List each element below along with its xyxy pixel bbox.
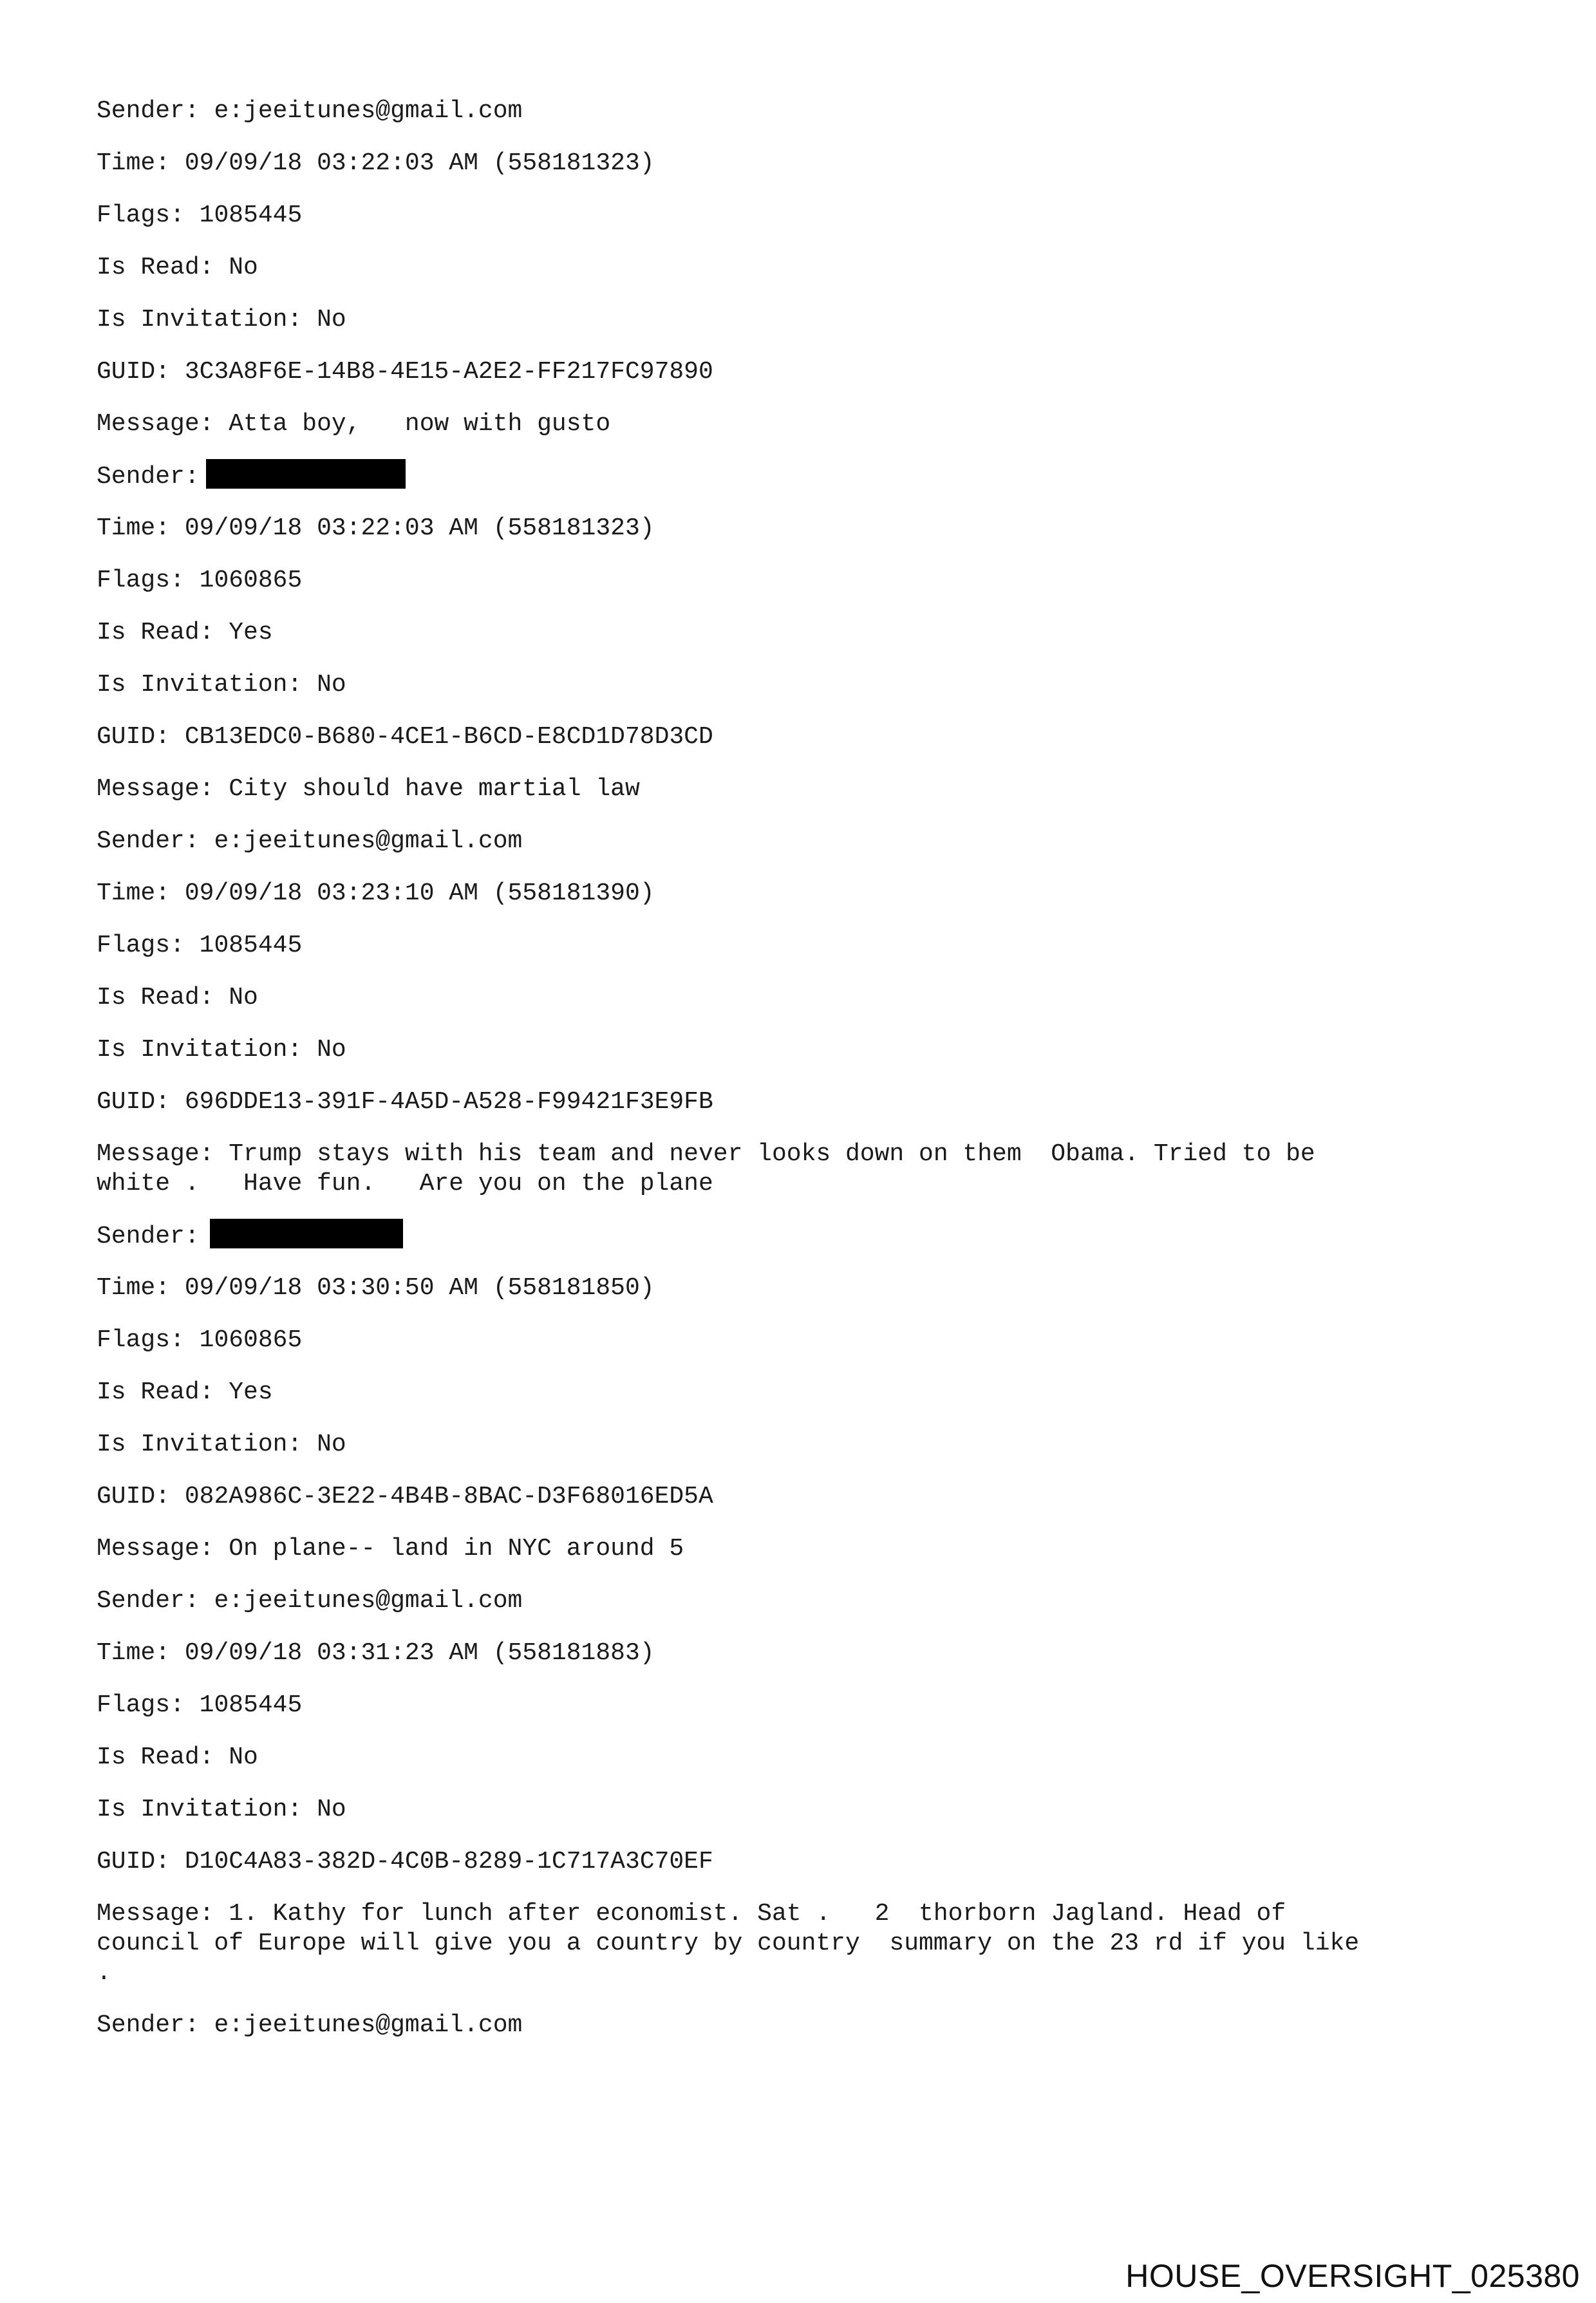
flags-value: 1085445 <box>199 202 303 229</box>
guid-line <box>97 722 1513 752</box>
time-label: Time: <box>97 149 171 177</box>
guid-value: 3C3A8F6E-14B8-4E15-A2E2-FF217FC97890 <box>184 358 713 386</box>
is-invitation-label: Is Invitation: <box>97 671 303 699</box>
is-read-value: No <box>229 254 258 281</box>
is-read-value: No <box>229 984 258 1011</box>
sender-line <box>97 1221 1513 1251</box>
guid-line <box>97 357 1513 387</box>
message-label: Message: <box>97 775 214 803</box>
guid-label: GUID: <box>97 1848 171 1875</box>
message-text: City should have martial law <box>229 775 640 803</box>
flags-value: 1085445 <box>199 1691 303 1719</box>
is-read-label: Is Read: <box>97 1378 214 1406</box>
time-line <box>97 149 1513 178</box>
guid-label: GUID: <box>97 1088 171 1116</box>
time-value: 09/09/18 03:23:10 AM (558181390) <box>184 879 655 907</box>
is-read-line <box>97 1378 1513 1407</box>
is-read-line <box>97 618 1513 648</box>
is-invitation-label: Is Invitation: <box>97 1036 303 1064</box>
time-value: 09/09/18 03:31:23 AM (558181883) <box>184 1639 655 1667</box>
guid-value: 082A986C-3E22-4B4B-8BAC-D3F68016ED5A <box>184 1483 713 1510</box>
is-invitation-line <box>97 1795 1513 1825</box>
flags-line <box>97 1691 1513 1720</box>
guid-value: 696DDE13-391F-4A5D-A528-F99421F3E9FB <box>184 1088 713 1116</box>
is-read-label: Is Read: <box>97 254 214 281</box>
time-label: Time: <box>97 1639 171 1667</box>
guid-value: D10C4A83-382D-4C0B-8289-1C717A3C70EF <box>184 1848 713 1875</box>
guid-line <box>97 1087 1513 1117</box>
message-entry <box>97 827 1513 1199</box>
flags-line <box>97 931 1513 961</box>
flags-label: Flags: <box>97 567 185 594</box>
message-line <box>97 775 1513 804</box>
flags-value: 1060865 <box>199 1326 303 1354</box>
message-label: Message: <box>97 1900 214 1928</box>
message-label: Message: <box>97 410 214 438</box>
is-invitation-line <box>97 670 1513 700</box>
message-line <box>97 1140 1513 1199</box>
document-page <box>97 97 1513 2063</box>
is-invitation-value: No <box>317 1431 346 1458</box>
time-value: 09/09/18 03:22:03 AM (558181323) <box>184 514 655 542</box>
message-text: 1. Kathy for lunch after economist. Sat . 2 thorborn Jagland. Head of council of Europe will give you a country by country summary on the 23 rd if you like . <box>97 1900 1360 1987</box>
is-read-value: Yes <box>229 1378 273 1406</box>
time-label: Time: <box>97 514 171 542</box>
sender-value: e:jeeitunes@gmail.com <box>214 1587 523 1615</box>
flags-label: Flags: <box>97 932 185 959</box>
sender-value: e:jeeitunes@gmail.com <box>214 827 523 855</box>
sender-label: Sender: <box>97 2011 200 2039</box>
message-line <box>97 409 1513 439</box>
message-line <box>97 1899 1513 1988</box>
redaction-bar <box>210 1219 403 1248</box>
is-read-value: Yes <box>229 619 273 646</box>
flags-label: Flags: <box>97 1326 185 1354</box>
flags-label: Flags: <box>97 202 185 229</box>
message-entry <box>97 97 1513 439</box>
flags-value: 1085445 <box>199 932 303 959</box>
is-invitation-value: No <box>317 671 346 699</box>
flags-line <box>97 1326 1513 1355</box>
is-invitation-line <box>97 1430 1513 1460</box>
time-label: Time: <box>97 1274 171 1302</box>
message-label: Message: <box>97 1535 214 1563</box>
flags-line <box>97 201 1513 230</box>
message-text: Atta boy, now with gusto <box>229 410 611 438</box>
message-entry <box>97 462 1513 804</box>
flags-label: Flags: <box>97 1691 185 1719</box>
time-label: Time: <box>97 879 171 907</box>
sender-line <box>97 827 1513 856</box>
is-read-line <box>97 253 1513 283</box>
is-read-label: Is Read: <box>97 1744 214 1771</box>
is-invitation-label: Is Invitation: <box>97 1431 303 1458</box>
message-text: On plane-- land in NYC around 5 <box>229 1535 684 1563</box>
message-entry <box>97 1586 1513 1988</box>
is-invitation-value: No <box>317 1036 346 1064</box>
guid-line <box>97 1847 1513 1877</box>
guid-value: CB13EDC0-B680-4CE1-B6CD-E8CD1D78D3CD <box>184 723 713 751</box>
is-invitation-line <box>97 305 1513 335</box>
sender-line <box>97 462 1513 491</box>
guid-line <box>97 1482 1513 1512</box>
is-invitation-label: Is Invitation: <box>97 1796 303 1823</box>
is-read-line <box>97 1743 1513 1772</box>
is-read-label: Is Read: <box>97 984 214 1011</box>
sender-label: Sender: <box>97 827 200 855</box>
time-line <box>97 514 1513 543</box>
guid-label: GUID: <box>97 1483 171 1510</box>
sender-label: Sender: <box>97 463 200 491</box>
message-entry <box>97 2011 1513 2040</box>
guid-label: GUID: <box>97 723 171 751</box>
is-read-value: No <box>229 1744 258 1771</box>
sender-line <box>97 2011 1513 2040</box>
message-line <box>97 1534 1513 1564</box>
time-line <box>97 879 1513 908</box>
flags-line <box>97 566 1513 596</box>
is-read-label: Is Read: <box>97 619 214 646</box>
time-value: 09/09/18 03:30:50 AM (558181850) <box>184 1274 655 1302</box>
is-read-line <box>97 983 1513 1013</box>
bates-number: HOUSE_OVERSIGHT_025380 <box>1125 2258 1580 2294</box>
time-value: 09/09/18 03:22:03 AM (558181323) <box>184 149 655 177</box>
is-invitation-label: Is Invitation: <box>97 306 303 334</box>
time-line <box>97 1274 1513 1303</box>
sender-line <box>97 1586 1513 1616</box>
guid-label: GUID: <box>97 358 171 386</box>
is-invitation-line <box>97 1035 1513 1065</box>
message-label: Message: <box>97 1140 214 1168</box>
sender-value: e:jeeitunes@gmail.com <box>214 97 523 125</box>
is-invitation-value: No <box>317 1796 346 1823</box>
sender-label: Sender: <box>97 97 200 125</box>
sender-value: e:jeeitunes@gmail.com <box>214 2011 523 2039</box>
sender-label: Sender: <box>97 1587 200 1615</box>
flags-value: 1060865 <box>199 567 303 594</box>
sender-label: Sender: <box>97 1223 200 1251</box>
is-invitation-value: No <box>317 306 346 334</box>
message-text: Trump stays with his team and never looks down on them Obama. Tried to be white . Have fun. Are you on the plane <box>97 1140 1315 1198</box>
message-entry <box>97 1221 1513 1564</box>
redaction-bar <box>206 459 406 489</box>
time-line <box>97 1639 1513 1668</box>
sender-line <box>97 97 1513 126</box>
